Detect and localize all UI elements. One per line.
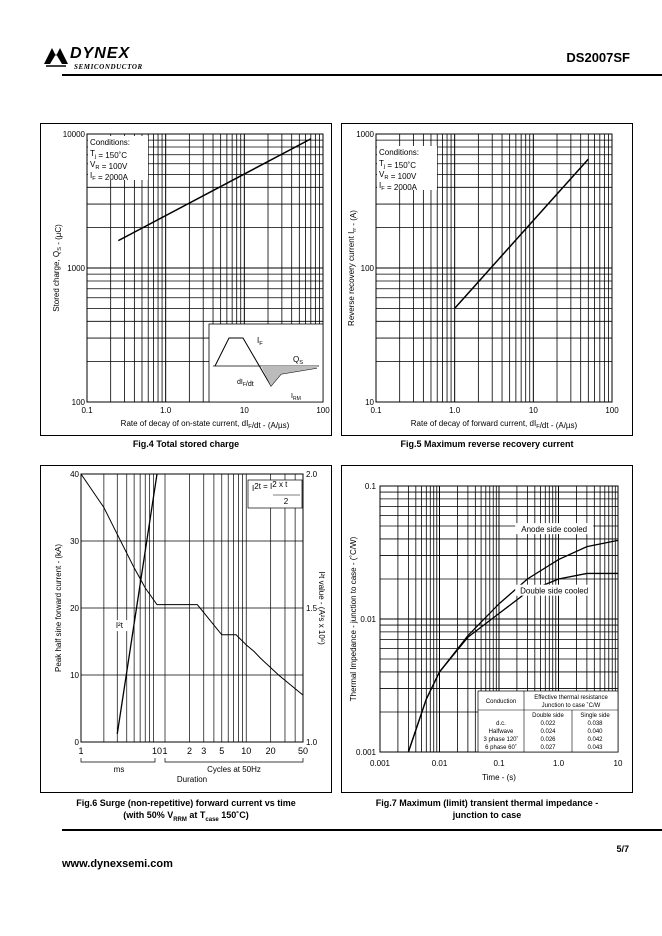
page-number: 5/7 [616,844,629,854]
fig4-xtick-label: 0.1 [81,406,93,415]
fig5-chart [342,124,632,435]
fig6-caption-text2: at T [186,810,206,820]
fig7-table-cell-conduction: Halfwave [488,729,514,735]
fig6-y2tick-label: 1.5 [306,604,318,613]
fig7-table-cell-conduction: 6 phase 60˚ [485,745,517,751]
fig6-y2label: I²t value - (A²s x 10⁶) [317,571,326,645]
fig6-caption-sub2: case [205,816,219,823]
fig7-ytick-label: 0.01 [360,615,376,624]
fig7-table-cell-conduction: 3 phase 120˚ [483,737,519,743]
fig7-table-cell-double: 0.022 [540,721,556,727]
fig7-xtick-label: 10 [613,759,623,768]
fig4-ytick-label: 1000 [67,264,85,273]
fig7-ytick-label: 0.1 [364,482,376,491]
fig5-caption: Fig.5 Maximum reverse recovery current [400,439,574,449]
fig4-inset-qs-label: $Q_S$ [293,355,304,366]
fig7-ylabel: Thermal Impedance - junction to case - (˚C/W) [349,536,358,702]
fig4-xtick-label: 10 [239,406,249,415]
fig6-xtick-cycles: 20 [265,746,276,756]
footer-url[interactable]: www.dynexsemi.com [62,858,173,870]
fig4-conditions [88,136,148,182]
brand-name: DYNEX [70,45,131,62]
fig7-xtick-label: 0.01 [431,759,448,768]
fig7-double-label: Double side cooled [520,586,589,596]
fig7-table-head-junction: Junction to case ˚C/W [541,703,601,709]
fig6-ytick-label: 10 [70,671,79,680]
header-rule [62,74,662,76]
fig6-formula: I2t = I2 x t [252,480,288,493]
fig6-caption-line1: Fig.6 Surge (non-repetitive) forward current vs time [76,798,296,808]
fig5-conditions-if: $I_F = 2000A$ [379,181,417,192]
fig7-table-sub-single: Single side [580,713,610,719]
fig5-conditions [377,146,437,192]
fig6-caption-sub: RRM [173,816,187,823]
fig4-inset-if-label: $I_F$ [257,336,263,347]
fig7-xtick-label: 0.1 [493,759,505,768]
fig6-xtick-cycles: 10 [241,746,252,756]
fig6-group-cycles: Cycles at 50Hz [207,765,261,774]
fig6-panel [40,465,332,793]
fig7-ytick-label: 0.001 [355,748,376,757]
fig7-table-cell-conduction: d.c. [496,721,506,727]
fig5-xtick-label: 10 [528,406,538,415]
fig4-ytick-label: 10000 [62,130,85,139]
fig4-chart [41,124,331,435]
fig4-ylabel: Stored charge, $Q_S - (\mu C)$ [52,224,63,312]
fig4-xlabel: Rate of decay of on-state current, $dI_F/dt - (A/\mu s)$ [120,419,290,430]
fig4-caption: Fig.4 Total stored charge [132,439,240,449]
brand-subtitle: SEMICONDUCTOR [74,63,143,71]
dynex-logo-icon [40,42,72,70]
fig5-conditions-tj: $T_j$ = 150˚C [379,159,417,170]
fig6-chart [41,466,331,792]
fig4-inset-irm-label: $I_{RM}$ [291,393,301,402]
fig6-y2tick-label: 1.0 [306,738,318,747]
fig5-panel [341,123,633,436]
fig7-table-cell-double: 0.026 [540,737,556,743]
fig7-table-cell-double: 0.027 [540,745,556,751]
fig6-y2tick-label: 2.0 [306,470,318,479]
fig4-conditions-vr: $V_R = 100V$ [90,160,128,171]
fig6-xtick-ms: 1 [78,746,84,756]
fig6-ytick-label: 0 [74,738,79,747]
document-id: DS2007SF [566,50,630,65]
fig4-panel [40,123,332,436]
fig7-xtick-label: 1.0 [552,759,565,768]
fig7-table-cell-single: 0.040 [587,729,603,735]
fig7-xlabel: Time - (s) [482,773,516,782]
fig6-xtick-cycles: 2 [186,746,192,756]
fig6-formula-denominator: 2 [283,497,289,506]
fig6-grid [81,474,303,742]
fig7-table-head-resistance: Effective thermal resistance [534,695,608,701]
fig5-conditions-title: Conditions: [379,148,420,157]
fig5-ytick-label: 1000 [356,130,374,139]
fig5-ylabel: Reverse recovery current $I_{rr} - (A)$ [347,210,358,326]
fig5-conditions-vr: $V_R = 100V$ [379,170,417,181]
fig7-table-sub-double: Double side [532,713,564,719]
fig7-chart [342,466,632,792]
fig4-conditions-tj: $T_j$ = 150˚C [90,149,128,160]
fig4-conditions-if: $I_F = 2000A$ [90,171,128,182]
fig7-table-cell-double: 0.024 [540,729,556,735]
fig6-ytick-label: 40 [70,470,79,479]
footer-rule [62,829,662,831]
fig7-table-cell-single: 0.043 [587,745,603,751]
fig7-xtick-label: 0.001 [369,759,391,768]
fig6-xtick-cycles: 1 [162,746,168,756]
fig6-caption-text: (with 50% V [123,810,174,820]
fig6-xlabel: Duration [176,775,208,784]
fig6-xtick-ms: 10 [151,746,163,756]
fig6-ms-bracket [81,758,155,762]
fig4-conditions-title: Conditions: [90,138,131,147]
fig6-group-ms: ms [113,765,125,774]
fig6-caption [40,797,332,826]
fig5-xtick-label: 100 [605,406,619,415]
fig6-i2t-label: I²t [115,621,123,631]
fig4-ytick-label: 100 [71,398,85,407]
fig7-anode-label: Anode side cooled [521,525,588,535]
fig6-caption-text3: 150˚C) [218,810,249,820]
fig6-xtick-cycles: 50 [297,746,309,756]
fig6-ytick-label: 30 [70,537,79,546]
fig7-table-cell-single: 0.038 [587,721,603,727]
fig6-xtick-cycles: 5 [219,746,225,756]
fig5-xlabel: Rate of decay of forward current, $dI_F/dt - (A/\mu s)$ [410,419,578,430]
fig6-ytick-label: 20 [70,604,79,613]
fig7-table-head-conduction: Conduction [485,699,517,705]
fig5-xtick-label: 0.1 [370,406,382,415]
fig5-ytick-label: 10 [365,398,374,407]
fig7-panel [341,465,633,793]
fig6-xtick-cycles: 3 [201,746,207,756]
fig6-cycles-bracket [165,758,303,762]
fig4-xtick-label: 100 [316,406,330,415]
fig5-ytick-label: 100 [360,264,374,273]
fig4-inset-frame [209,324,323,402]
fig7-caption-line1: Fig.7 Maximum (limit) transient thermal impedance - [375,798,599,808]
fig7-caption-line2: junction to case [452,810,522,820]
fig7-resistance-table [478,691,618,752]
fig7-table-cell-single: 0.042 [587,737,603,743]
fig6-ylabel: Peak half sine forward current - (kA) [54,543,63,673]
fig7-caption [341,797,633,821]
fig4-inset-didt-label: $dI_F/dt$ [237,379,254,388]
fig5-xtick-label: 1.0 [449,406,461,415]
fig4-xtick-label: 1.0 [160,406,172,415]
fig6-i2t-line [117,474,157,734]
